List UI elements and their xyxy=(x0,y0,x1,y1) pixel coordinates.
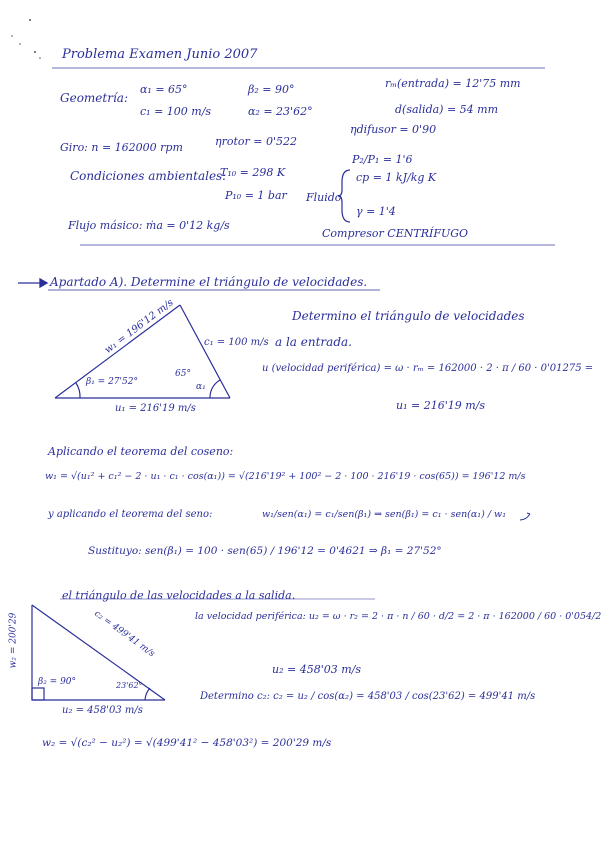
alpha2-value: α₂ = 23'62° xyxy=(248,105,313,118)
c1-value: c₁ = 100 m/s xyxy=(140,105,212,118)
apartado-heading: Apartado A). Determine el triángulo de velocidades. xyxy=(50,275,368,289)
flujo-masico-value: Flujo másico: ṁa = 0'12 kg/s xyxy=(68,219,230,232)
c2-definition: Determino c₂: c₂ = u₂ / cos(α₂) = 458'03 / cos(23'62) = 499'41 m/s xyxy=(200,691,536,702)
coseno-intro: Aplicando el teorema del coseno: xyxy=(48,445,234,458)
u1-result: u₁ = 216'19 m/s xyxy=(396,399,485,412)
beta2-label: β₂ = 90° xyxy=(38,677,77,687)
giro-value: Giro: n = 162000 rpm xyxy=(60,141,183,154)
eta-difusor-value: ηdifusor = 0'90 xyxy=(350,123,437,136)
w2-label: w₂ = 200'29 xyxy=(8,612,19,669)
u-definition: u (velocidad periférica) = ω · rₘ = 162000 · 2 · π / 60 · 0'01275 = xyxy=(262,363,594,374)
u2-definition: la velocidad periférica: u₂ = ω · r₂ = 2 · π · n / 60 · d/2 = 2 · π · 162000 / 60 · 0'054/2 xyxy=(195,611,601,622)
eta-rotor-value: ηrotor = 0'522 xyxy=(215,135,298,148)
u2-result: u₂ = 458'03 m/s xyxy=(272,663,361,676)
page-title: Problema Examen Junio 2007 xyxy=(62,47,258,62)
salida-heading: el triángulo de las velocidades a la salida. xyxy=(62,589,296,602)
c1-label: c₁ = 100 m/s xyxy=(204,337,269,348)
triangle-subheading: Determino el triángulo de velocidades xyxy=(292,309,525,323)
pressure-ratio-value: P₂/P₁ = 1'6 xyxy=(352,153,413,166)
compresor-type: Compresor CENTRÍFUGO xyxy=(322,227,469,240)
seno-intro: y aplicando el teorema del seno: xyxy=(48,509,213,520)
u1-label: u₁ = 216'19 m/s xyxy=(115,403,196,414)
coseno-formula: w₁ = √(u₁² + c₁² − 2 · u₁ · c₁ · cos(α₁)) = √(216'19² + 100² − 2 · 100 · 216'19 · cos(65)) = 196'12 m/s xyxy=(45,471,526,482)
c2-label: c₂ = 499'41 m/s xyxy=(92,608,157,660)
geometria-label: Geometría: xyxy=(60,91,128,105)
p10-value: P₁₀ = 1 bar xyxy=(225,189,287,202)
alpha1-value: α₁ = 65° xyxy=(140,83,188,96)
sustituyo-line: Sustituyo: sen(β₁) = 100 · sen(65) / 196'12 = 0'4621 ⇒ β₁ = 27'52° xyxy=(88,545,442,557)
triangle-subheading-2: a la entrada. xyxy=(275,335,352,349)
alpha2-label: 23'62° xyxy=(116,681,143,690)
angle-65-label: 65° xyxy=(175,369,191,379)
gamma-value: γ = 1'4 xyxy=(356,205,396,218)
alpha1-label: α₁ xyxy=(196,382,206,392)
rm-entrada-value: rₘ(entrada) = 12'75 mm xyxy=(385,77,521,90)
t10-value: T₁₀ = 298 K xyxy=(220,166,286,179)
beta2-value: β₂ = 90° xyxy=(248,83,295,96)
apartado-arrow-icon xyxy=(18,279,47,287)
cp-value: cp = 1 kJ/kg K xyxy=(356,171,437,184)
fluido-label: Fluido xyxy=(306,191,342,204)
stray-dots xyxy=(11,19,41,59)
w2-definition: w₂ = √(c₂² − u₂²) = √(499'41² − 458'03²) = 200'29 m/s xyxy=(42,737,332,749)
d-salida-value: d(salida) = 54 mm xyxy=(395,103,499,116)
u2-label: u₂ = 458'03 m/s xyxy=(62,705,143,716)
beta1-label: β₁ = 27'52° xyxy=(86,377,138,387)
condiciones-label: Condiciones ambientales: xyxy=(70,169,227,183)
implies-arrow-icon xyxy=(520,513,530,520)
seno-formula: w₁/sen(α₁) = c₁/sen(β₁) ⇒ sen(β₁) = c₁ · sen(α₁) / w₁ xyxy=(262,509,506,520)
w1-label: w₁ = 196'12 m/s xyxy=(102,297,176,356)
